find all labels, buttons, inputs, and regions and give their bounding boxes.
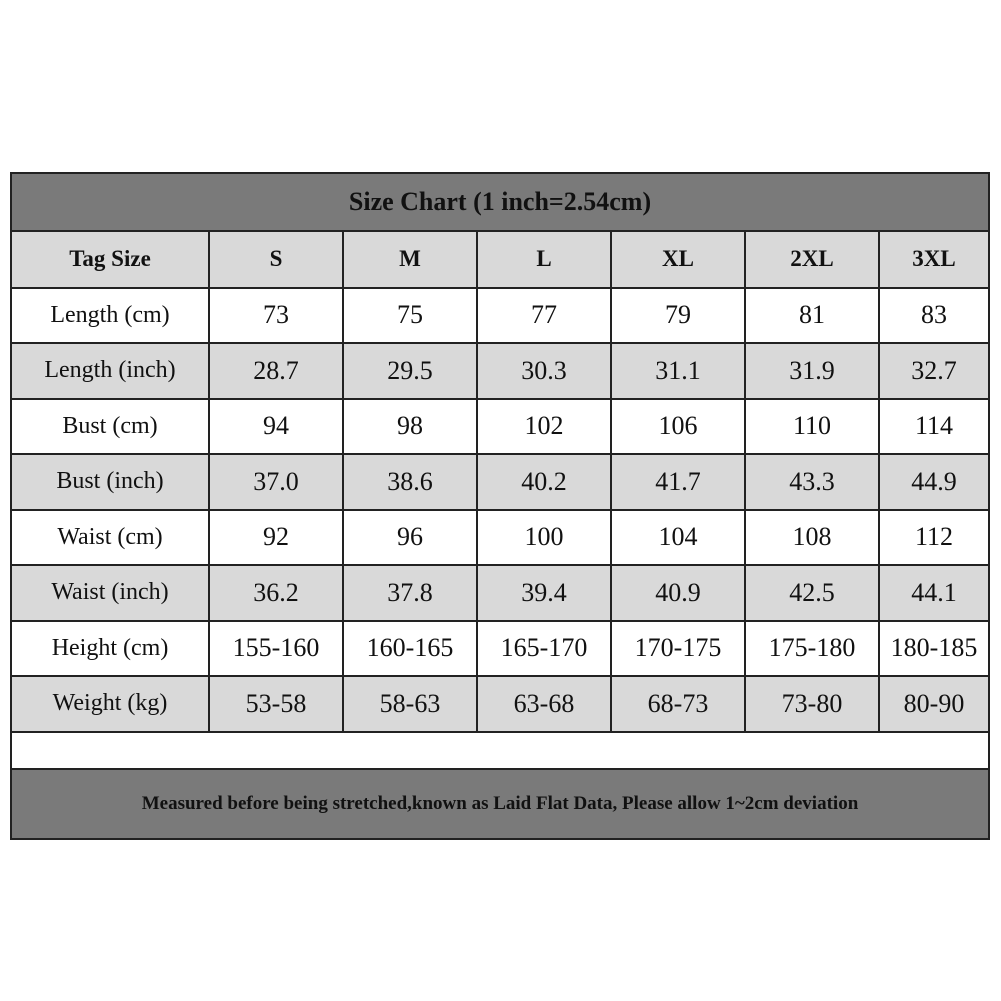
- table-cell: 73-80: [745, 676, 879, 732]
- table-cell: 37.0: [209, 454, 343, 510]
- table-cell: 37.8: [343, 565, 477, 621]
- table-cell: 81: [745, 288, 879, 344]
- table-cell: 75: [343, 288, 477, 344]
- table-cell: 40.2: [477, 454, 611, 510]
- table-cell: 73: [209, 288, 343, 344]
- table-cell: 96: [343, 510, 477, 566]
- table-row: [12, 621, 988, 677]
- row-label: Waist (cm): [12, 510, 209, 566]
- table-cell: 44.1: [879, 565, 988, 621]
- table-cell: 31.1: [611, 343, 745, 399]
- table-row: [12, 288, 988, 344]
- header-size-xl: XL: [611, 232, 745, 288]
- table-cell: 43.3: [745, 454, 879, 510]
- table-cell: 31.9: [745, 343, 879, 399]
- table-row: [12, 565, 988, 621]
- row-label: Bust (cm): [12, 399, 209, 455]
- table-cell: 38.6: [343, 454, 477, 510]
- table-cell: 102: [477, 399, 611, 455]
- table-cell: 94: [209, 399, 343, 455]
- table-cell: 175-180: [745, 621, 879, 677]
- table-cell: 42.5: [745, 565, 879, 621]
- table-cell: 30.3: [477, 343, 611, 399]
- table-cell: 63-68: [477, 676, 611, 732]
- row-label: Height (cm): [12, 621, 209, 677]
- chart-footer-note: Measured before being stretched,known as Laid Flat Data, Please allow 1~2cm deviation: [12, 768, 988, 838]
- table-header-row: [12, 232, 988, 288]
- header-size-2xl: 2XL: [745, 232, 879, 288]
- table-cell: 106: [611, 399, 745, 455]
- table-cell: 180-185: [879, 621, 988, 677]
- table-cell: 58-63: [343, 676, 477, 732]
- size-table: [12, 232, 988, 733]
- row-label: Waist (inch): [12, 565, 209, 621]
- size-chart: [10, 172, 990, 840]
- table-cell: 77: [477, 288, 611, 344]
- table-cell: 83: [879, 288, 988, 344]
- table-row: [12, 343, 988, 399]
- table-cell: 80-90: [879, 676, 988, 732]
- table-cell: 28.7: [209, 343, 343, 399]
- table-cell: 79: [611, 288, 745, 344]
- row-label: Weight (kg): [12, 676, 209, 732]
- table-cell: 92: [209, 510, 343, 566]
- table-cell: 100: [477, 510, 611, 566]
- row-label: Length (cm): [12, 288, 209, 344]
- table-row: [12, 676, 988, 732]
- header-size-l: L: [477, 232, 611, 288]
- table-cell: 53-58: [209, 676, 343, 732]
- chart-title: Size Chart (1 inch=2.54cm): [12, 174, 988, 232]
- header-tag-size: Tag Size: [12, 232, 209, 288]
- table-row: [12, 510, 988, 566]
- table-cell: 68-73: [611, 676, 745, 732]
- table-cell: 112: [879, 510, 988, 566]
- table-cell: 98: [343, 399, 477, 455]
- table-cell: 39.4: [477, 565, 611, 621]
- header-size-s: S: [209, 232, 343, 288]
- table-cell: 29.5: [343, 343, 477, 399]
- table-cell: 36.2: [209, 565, 343, 621]
- table-cell: 104: [611, 510, 745, 566]
- table-row: [12, 399, 988, 455]
- row-label: Bust (inch): [12, 454, 209, 510]
- table-cell: 160-165: [343, 621, 477, 677]
- table-cell: 108: [745, 510, 879, 566]
- table-cell: 114: [879, 399, 988, 455]
- table-cell: 41.7: [611, 454, 745, 510]
- table-cell: 165-170: [477, 621, 611, 677]
- table-cell: 155-160: [209, 621, 343, 677]
- table-cell: 44.9: [879, 454, 988, 510]
- table-cell: 110: [745, 399, 879, 455]
- header-size-3xl: 3XL: [879, 232, 988, 288]
- table-row: [12, 454, 988, 510]
- table-cell: 32.7: [879, 343, 988, 399]
- header-size-m: M: [343, 232, 477, 288]
- table-cell: 40.9: [611, 565, 745, 621]
- table-cell: 170-175: [611, 621, 745, 677]
- row-label: Length (inch): [12, 343, 209, 399]
